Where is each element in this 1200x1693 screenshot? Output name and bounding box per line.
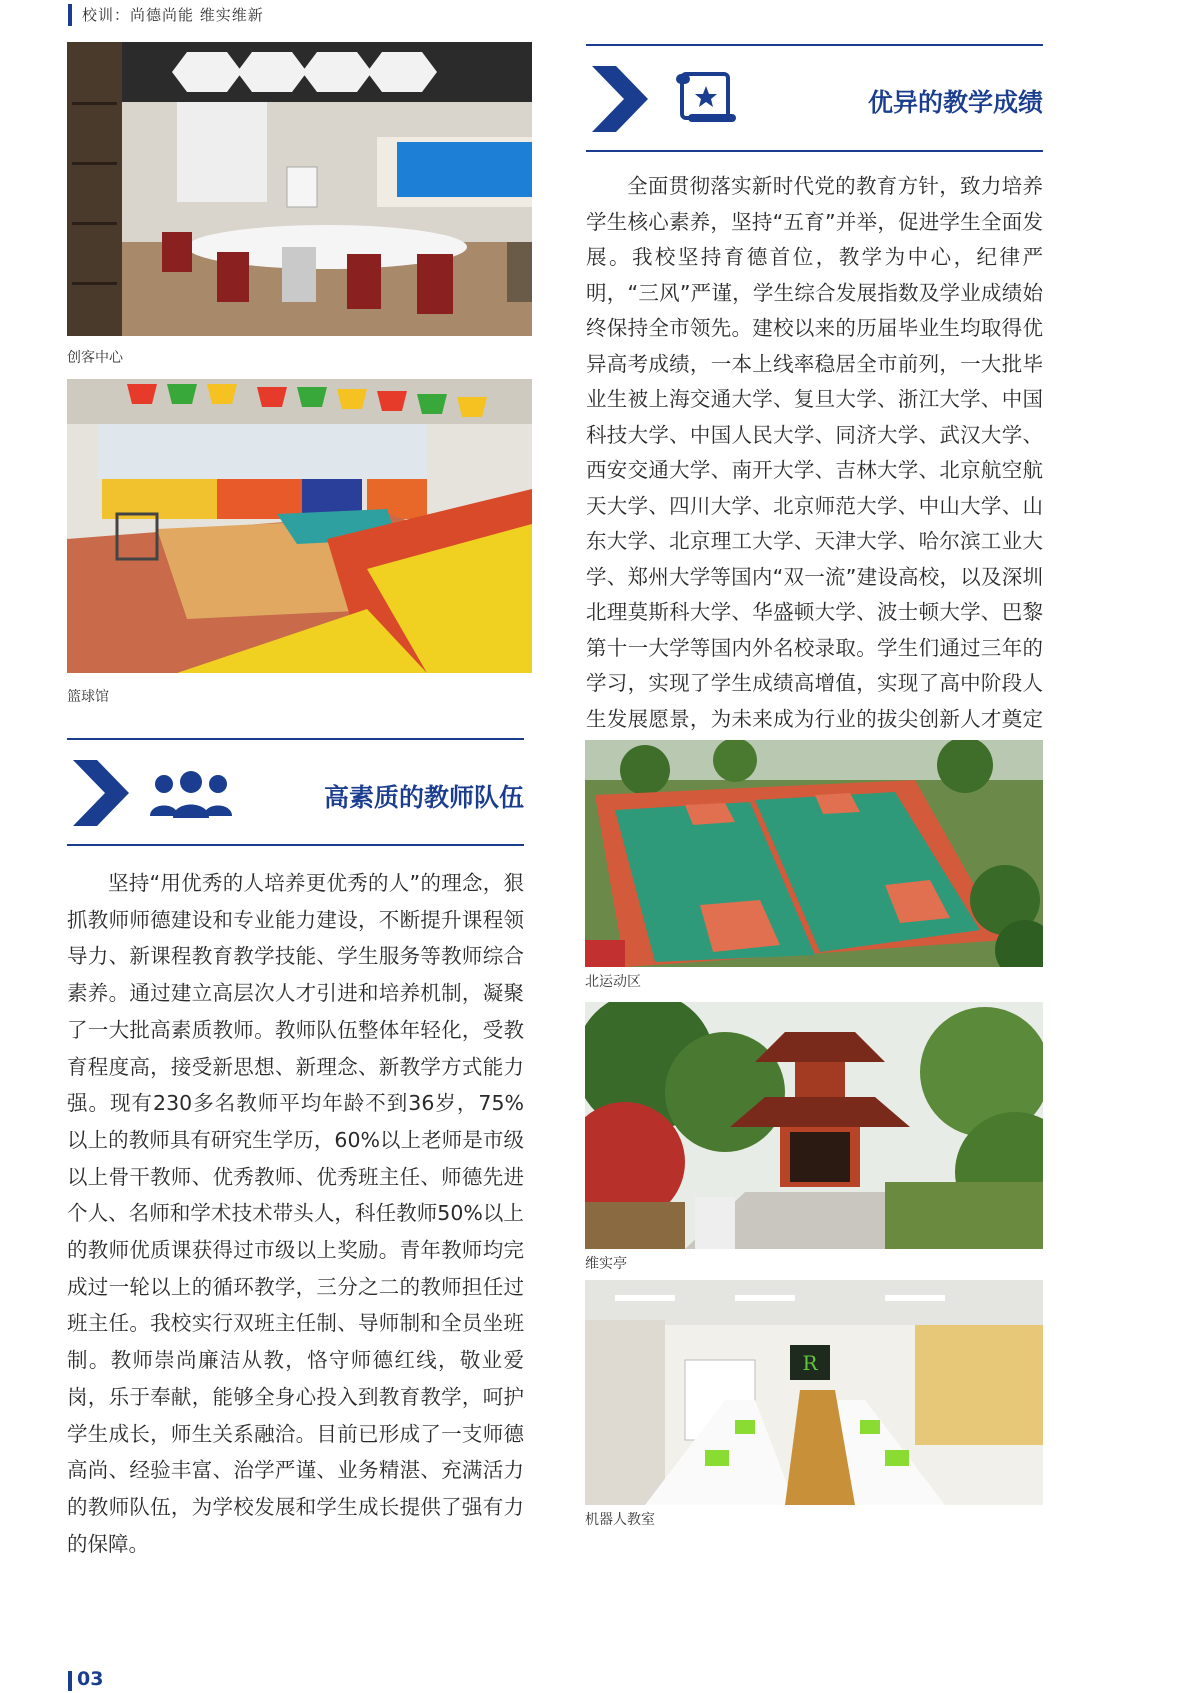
page-number: 03 bbox=[77, 1668, 104, 1690]
section1-paragraph: 全面贯彻落实新时代党的教育方针，致力培养学生核心素养，坚持“五育”并举，促进学生全面发展。我校坚持育德首位，教学为中心，纪律严明，“三风”严谨，学生综合发展指数及学业成绩始终保持全市领先。建校以来的历届毕业生均取得优异高考成绩，一本上线率稳居全市前列，一大批毕业生被上海交通大学、复旦大学、浙江大学、中国科技大学、中国人民大学、同济大学、武汉大学、西安交通大学、南开大学、吉林大学、北京航空航天大学、四川大学、北京师范大学、中山大学、山东大学、北京理工大学、天津大学、哈尔滨工业大学、郑州大学等国内“双一流”建设高校，以及深圳北理莫斯科大学、华盛顿大学、波士顿大学、巴黎第十一大学等国内外名校录取。学生们通过三年的学习，实现了学生成绩高增值，实现了高中阶段人生发展愿景，为未来成为行业的拔尖创新人才奠定 bbox=[586, 174, 1043, 731]
school-motto: 校训：尚德尚能 维实维新 bbox=[82, 6, 264, 24]
section2-bottom-rule bbox=[67, 844, 524, 846]
caption-weishi-pavilion: 维实亭 bbox=[585, 1256, 627, 1272]
certificate-scroll-icon bbox=[676, 72, 738, 124]
section1-top-rule bbox=[586, 44, 1043, 46]
section1-title: 优异的教学成绩 bbox=[867, 88, 1043, 117]
photo-north-sports-area bbox=[585, 740, 1043, 967]
caption-robot-classroom: 机器人教室 bbox=[585, 1512, 655, 1528]
header-accent-bar bbox=[68, 4, 72, 26]
chevron-right-icon bbox=[592, 66, 652, 132]
section2-top-rule bbox=[67, 738, 524, 740]
photo-robot-classroom bbox=[585, 1280, 1043, 1505]
svg-text:R: R bbox=[802, 1351, 818, 1375]
section2-title: 高素质的教师队伍 bbox=[323, 783, 524, 812]
photo-weishi-pavilion bbox=[585, 1002, 1043, 1249]
page-number-bar bbox=[68, 1671, 72, 1691]
caption-north-sports-area: 北运动区 bbox=[585, 974, 641, 990]
photo-basketball-gym bbox=[67, 379, 532, 673]
section1-bottom-rule bbox=[586, 150, 1043, 152]
section2-paragraph: 坚持“用优秀的人培养更优秀的人”的理念，狠抓教师师德建设和专业能力建设，不断提升课程领导力、新课程教育教学技能、学生服务等教师综合素养。通过建立高层次人才引进和培养机制，凝聚了一大批高素质教师。教师队伍整体年轻化，受教育程度高，接受新思想、新理念、新教学方式能力强。现有230多名教师平均年龄不到36岁，75%以上的教师具有研究生学历，60%以上老师是市级以上骨干教师、优秀教师、优秀班主任、师德先进个人、名师和学术技术带头人，科任教师50%以上的教师优质课获得过市级以上奖励。青年教师均完成过一轮以上的循环教学，三分之二的教师担任过班主任。我校实行双班主任制、导师制和全员坐班制。教师崇尚廉洁从教，恪守师德红线，敬业爱岗，乐于奉献，能够全身心投入到教育教学，呵护学生成长，师生关系融洽。目前已形成了一支师德高尚、经验丰富、治学严谨、业务精湛、充满活力的教师队伍，为学校发展和学生成长提供了强有力的保障。 bbox=[67, 871, 524, 1556]
chevron-right-icon bbox=[73, 760, 133, 826]
photo-maker-center bbox=[67, 42, 532, 336]
caption-maker-center: 创客中心 bbox=[67, 350, 123, 366]
teacher-group-icon bbox=[148, 770, 234, 818]
caption-basketball-gym: 篮球馆 bbox=[67, 689, 109, 705]
